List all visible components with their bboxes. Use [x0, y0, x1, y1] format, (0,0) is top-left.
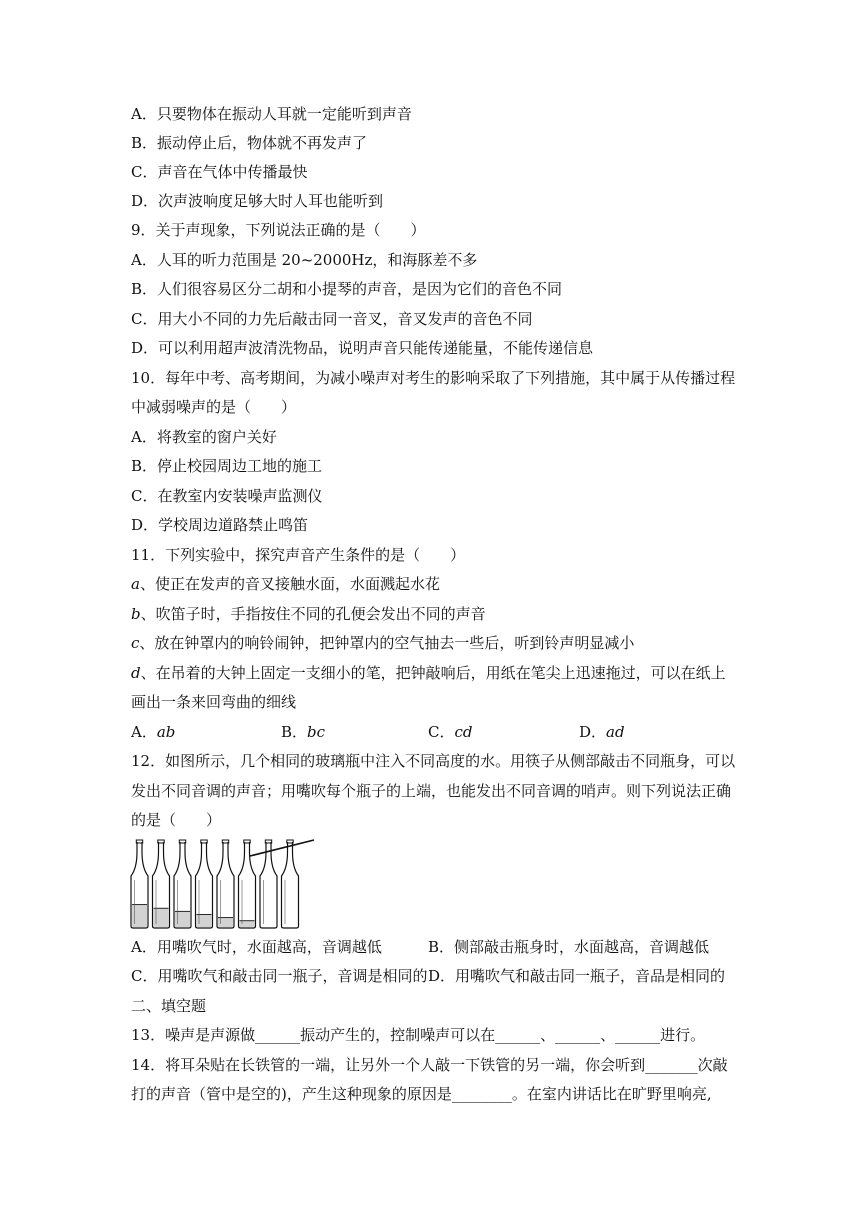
bottle-lip — [136, 840, 142, 843]
q12-option-c: C．用嘴吹气和敲击同一瓶子，音调是相同的 — [131, 967, 428, 985]
option-value: ab — [156, 723, 176, 741]
q10-stem-line2: 中减弱噪声的是（ ） — [131, 398, 297, 416]
bottle — [282, 840, 299, 928]
q11-item-text: 、放在钟罩内的响铃闹钟，把钟罩内的空气抽去一些后，听到铃声明显减小 — [139, 634, 635, 652]
q9-option-a: A．人耳的听力范围是 20~2000Hz，和海豚差不多 — [131, 251, 478, 269]
q12-option-d: D．用嘴吹气和敲击同一瓶子，音品是相同的 — [428, 967, 726, 985]
bottle — [131, 840, 148, 928]
q11-item-d-line2: 画出一条来回弯曲的细线 — [131, 693, 297, 711]
q14-line2: 打的声音（管中是空的)，产生这种现象的原因是________。在室内讲话比在旷野里响亮, — [131, 1085, 712, 1103]
q11-option-d — [579, 722, 625, 742]
q8-option-d: D．次声波响度足够大时人耳也能听到 — [131, 192, 384, 210]
option-prefix: A． — [131, 723, 157, 741]
q8-option-a: A．只要物体在振动人耳就一定能听到声音 — [131, 105, 412, 123]
bottle-lip — [244, 840, 250, 843]
option-prefix: B． — [281, 723, 308, 741]
q10-option-c: C．在教室内安装噪声监测仪 — [131, 487, 323, 505]
bottles-figure — [128, 838, 318, 930]
bottle-row — [131, 840, 299, 928]
bottle — [239, 840, 256, 928]
q12-stem-line3: 的是（ ） — [131, 811, 222, 829]
bottle-lip — [222, 840, 228, 843]
chopstick — [250, 840, 314, 856]
q11-item-text: 、使正在发声的音叉接触水面，水面溅起水花 — [139, 575, 440, 593]
q9-stem: 9．关于声现象，下列说法正确的是（ ） — [131, 221, 426, 239]
option-value: bc — [307, 723, 326, 741]
bottle-lip — [287, 840, 293, 843]
bottle — [217, 840, 234, 928]
q11-item-b — [131, 604, 486, 624]
bottle — [174, 840, 191, 928]
q9-option-c: C．用大小不同的力先后敲击同一音叉，音叉发声的音色不同 — [131, 310, 533, 328]
q11-item-text: 、在吊着的大钟上固定一支细小的笔，把钟敲响后，用纸在笔尖上迅速拖过，可以在纸上 — [140, 664, 726, 682]
option-value: ad — [606, 723, 625, 741]
q11-option-c — [428, 722, 473, 742]
q11-item-a — [131, 574, 440, 594]
q12-stem-line1: 12．如图所示，几个相同的玻璃瓶中注入不同高度的水。用筷子从侧部敲击不同瓶身，可以 — [131, 752, 736, 770]
q11-item-letter: c — [131, 634, 140, 652]
q11-item-letter: d — [131, 664, 141, 682]
option-prefix: C． — [428, 723, 455, 741]
bottle-lip — [179, 840, 185, 843]
bottle — [153, 840, 170, 928]
q9-option-d: D．可以利用超声波清洗物品，说明声音只能传递能量，不能传递信息 — [131, 339, 594, 357]
bottle-outline — [260, 842, 277, 928]
q10-stem-line1: 10．每年中考、高考期间，为减小噪声对考生的影响采取了下列措施，其中属于从传播过程 — [131, 369, 736, 387]
bottle-outline — [282, 842, 299, 928]
q10-option-d: D．学校周边道路禁止鸣笛 — [131, 516, 309, 534]
q11-item-c — [131, 633, 634, 653]
q11-item-letter: b — [131, 605, 141, 623]
bottle — [196, 840, 213, 928]
q11-option-b — [281, 722, 325, 742]
q11-stem: 11．下列实验中，探究声音产生条件的是（ ） — [131, 546, 466, 564]
bottle-lip — [158, 840, 164, 843]
q8-option-c: C．声音在气体中传播最快 — [131, 163, 308, 181]
section-title: 二、填空题 — [131, 997, 207, 1015]
q11-item-letter: a — [131, 575, 140, 593]
bottle-lip — [265, 840, 271, 843]
q11-options — [131, 722, 731, 742]
option-value: cd — [454, 723, 473, 741]
bottle-outline — [217, 842, 234, 928]
option-prefix: D． — [579, 723, 607, 741]
q11-item-text: 、吹笛子时，手指按住不同的孔便会发出不同的声音 — [140, 605, 486, 623]
q9-option-b: B．人们很容易区分二胡和小提琴的声音，是因为它们的音色不同 — [131, 280, 563, 298]
q12-stem-line2: 发出不同音调的声音；用嘴吹每个瓶子的上端，也能发出不同音调的哨声。则下列说法正确 — [131, 782, 732, 800]
q10-option-b: B．停止校园周边工地的施工 — [131, 457, 323, 475]
q12-option-a: A．用嘴吹气时，水面越高，音调越低 — [131, 938, 382, 956]
q10-option-a: A．将教室的窗户关好 — [131, 428, 277, 446]
q14-line1: 14．将耳朵贴在长铁管的一端，让另外一个人敲一下铁管的另一端，你会听到_______次敲 — [131, 1056, 728, 1074]
q12-option-b: B．侧部敲击瓶身时，水面越高，音调越低 — [428, 938, 710, 956]
q8-option-b: B．振动停止后，物体就不再发声了 — [131, 134, 368, 152]
q13-text: 13．噪声是声源做______振动产生的，控制噪声可以在______、______、______进行。 — [131, 1026, 706, 1044]
q11-option-a — [131, 722, 175, 742]
bottle-lip — [201, 840, 207, 843]
q11-item-d — [131, 663, 726, 683]
